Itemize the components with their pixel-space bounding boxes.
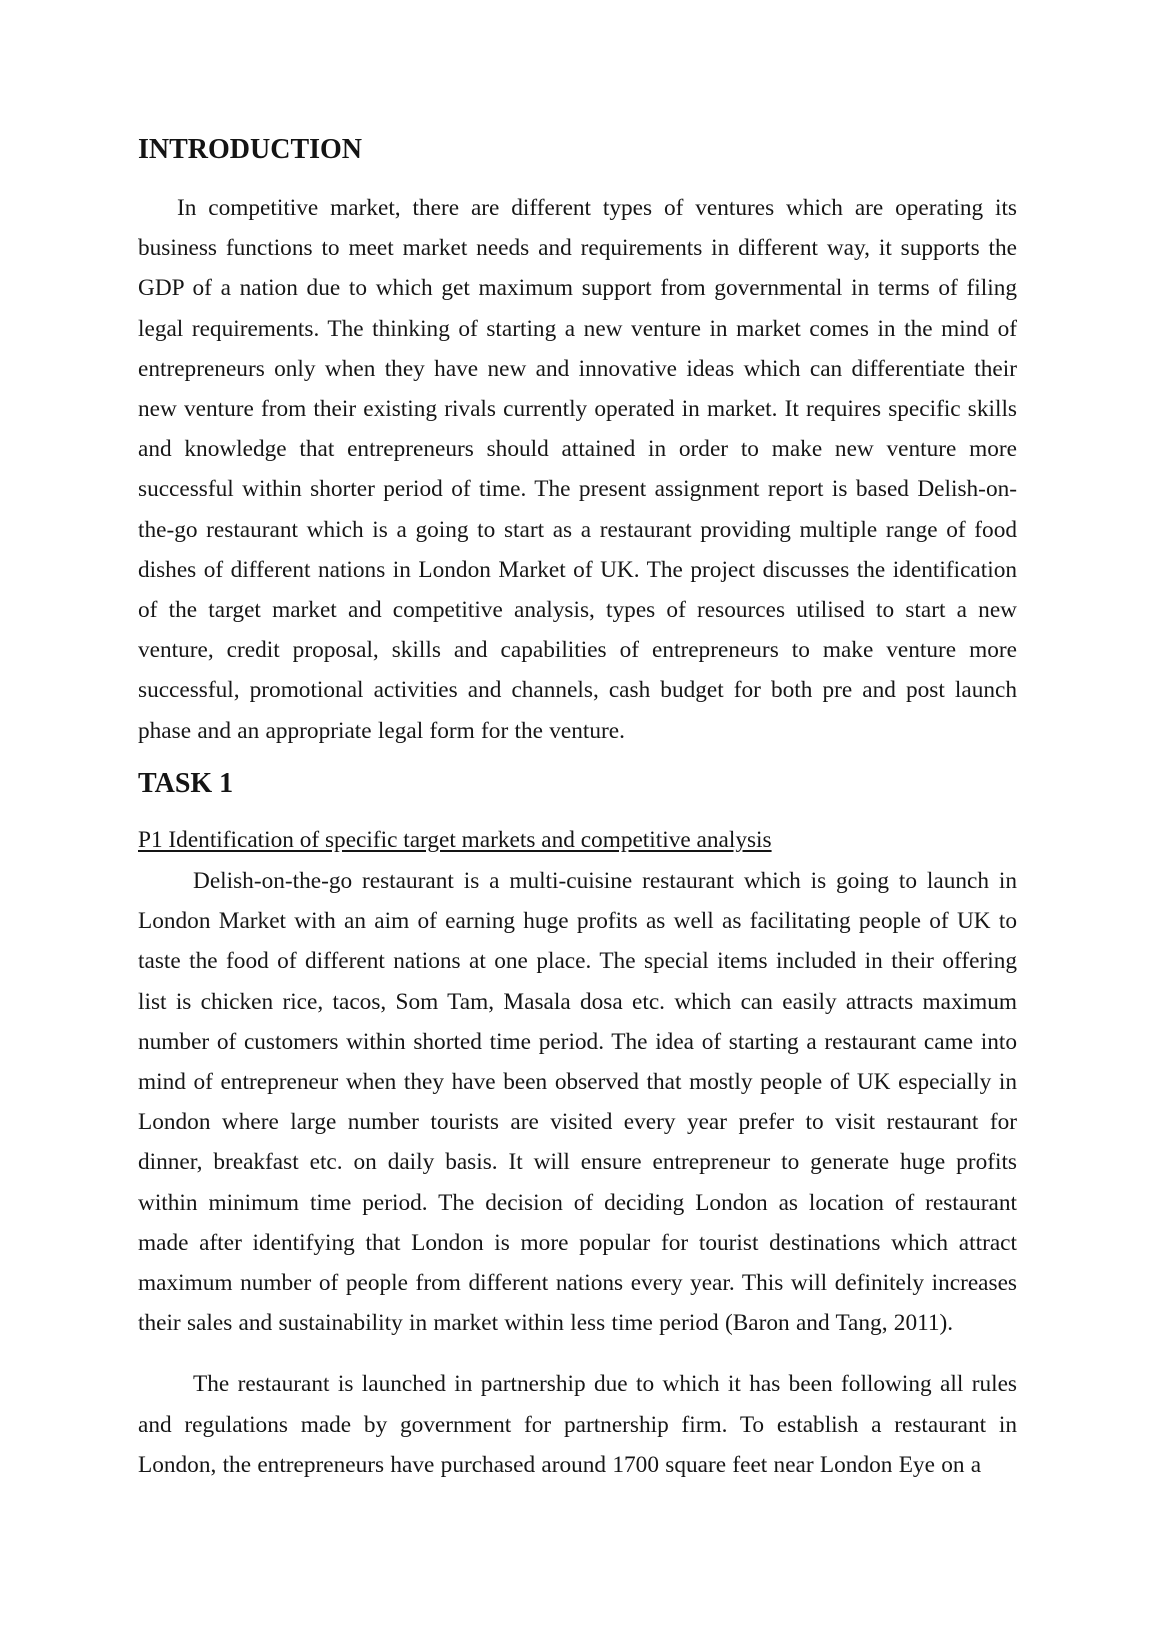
document-content [138,0,1017,1485]
introduction-paragraph: In competitive market, there are different types of ventures which are operating its business functions to meet market needs and requirements in different way, it supports the GDP of a nation due to which get maximum support from governmental in terms of filing legal requirements. The thinking of starting a new venture in market comes in the mind of entrepreneurs only when they have new and innovative ideas which can differentiate their new venture from their existing rivals currently operated in market. It requires specific skills and knowledge that entrepreneurs should attained in order to make new venture more successful within shorter period of time. The present assignment report is based Delish-on-the-go restaurant which is a going to start as a restaurant providing multiple range of food dishes of different nations in London Market of UK. The project discusses the identification of the target market and competitive analysis, types of resources utilised to start a new venture, credit proposal, skills and capabilities of entrepreneurs to make venture more successful, promotional activities and channels, cash budget for both pre and post launch phase and an appropriate legal form for the venture. [138,195,1017,744]
task-1-heading: TASK 1 [138,767,234,799]
p1-paragraph-2: The restaurant is launched in partnership due to which it has been following all rules and regulations made by government for partnership firm. To establish a restaurant in London, the entrepreneurs have purchased around 1700 square feet near London Eye on a [138,1371,1017,1478]
p1-paragraph-1: Delish-on-the-go restaurant is a multi-cuisine restaurant which is going to launch in London Market with an aim of earning huge profits as well as facilitating people of UK to taste the food of different nations at one place. The special items included in their offering list is chicken rice, tacos, Som Tam, Masala dosa etc. which can easily attracts maximum number of customers within shorted time period. The idea of starting a restaurant came into mind of entrepreneur when they have been observed that mostly people of UK especially in London where large number tourists are visited every year prefer to visit restaurant for dinner, breakfast etc. on daily basis. It will ensure entrepreneur to generate huge profits within minimum time period. The decision of deciding London as location of restaurant made after identifying that London is more popular for tourist destinations which attract maximum number of people from different nations every year. This will definitely increases their sales and sustainability in market within less time period (Baron and Tang, 2011). [138,868,1017,1337]
introduction-heading: INTRODUCTION [138,134,363,165]
p1-subheading: P1 Identification of specific target markets and competitive analysis [138,826,772,853]
